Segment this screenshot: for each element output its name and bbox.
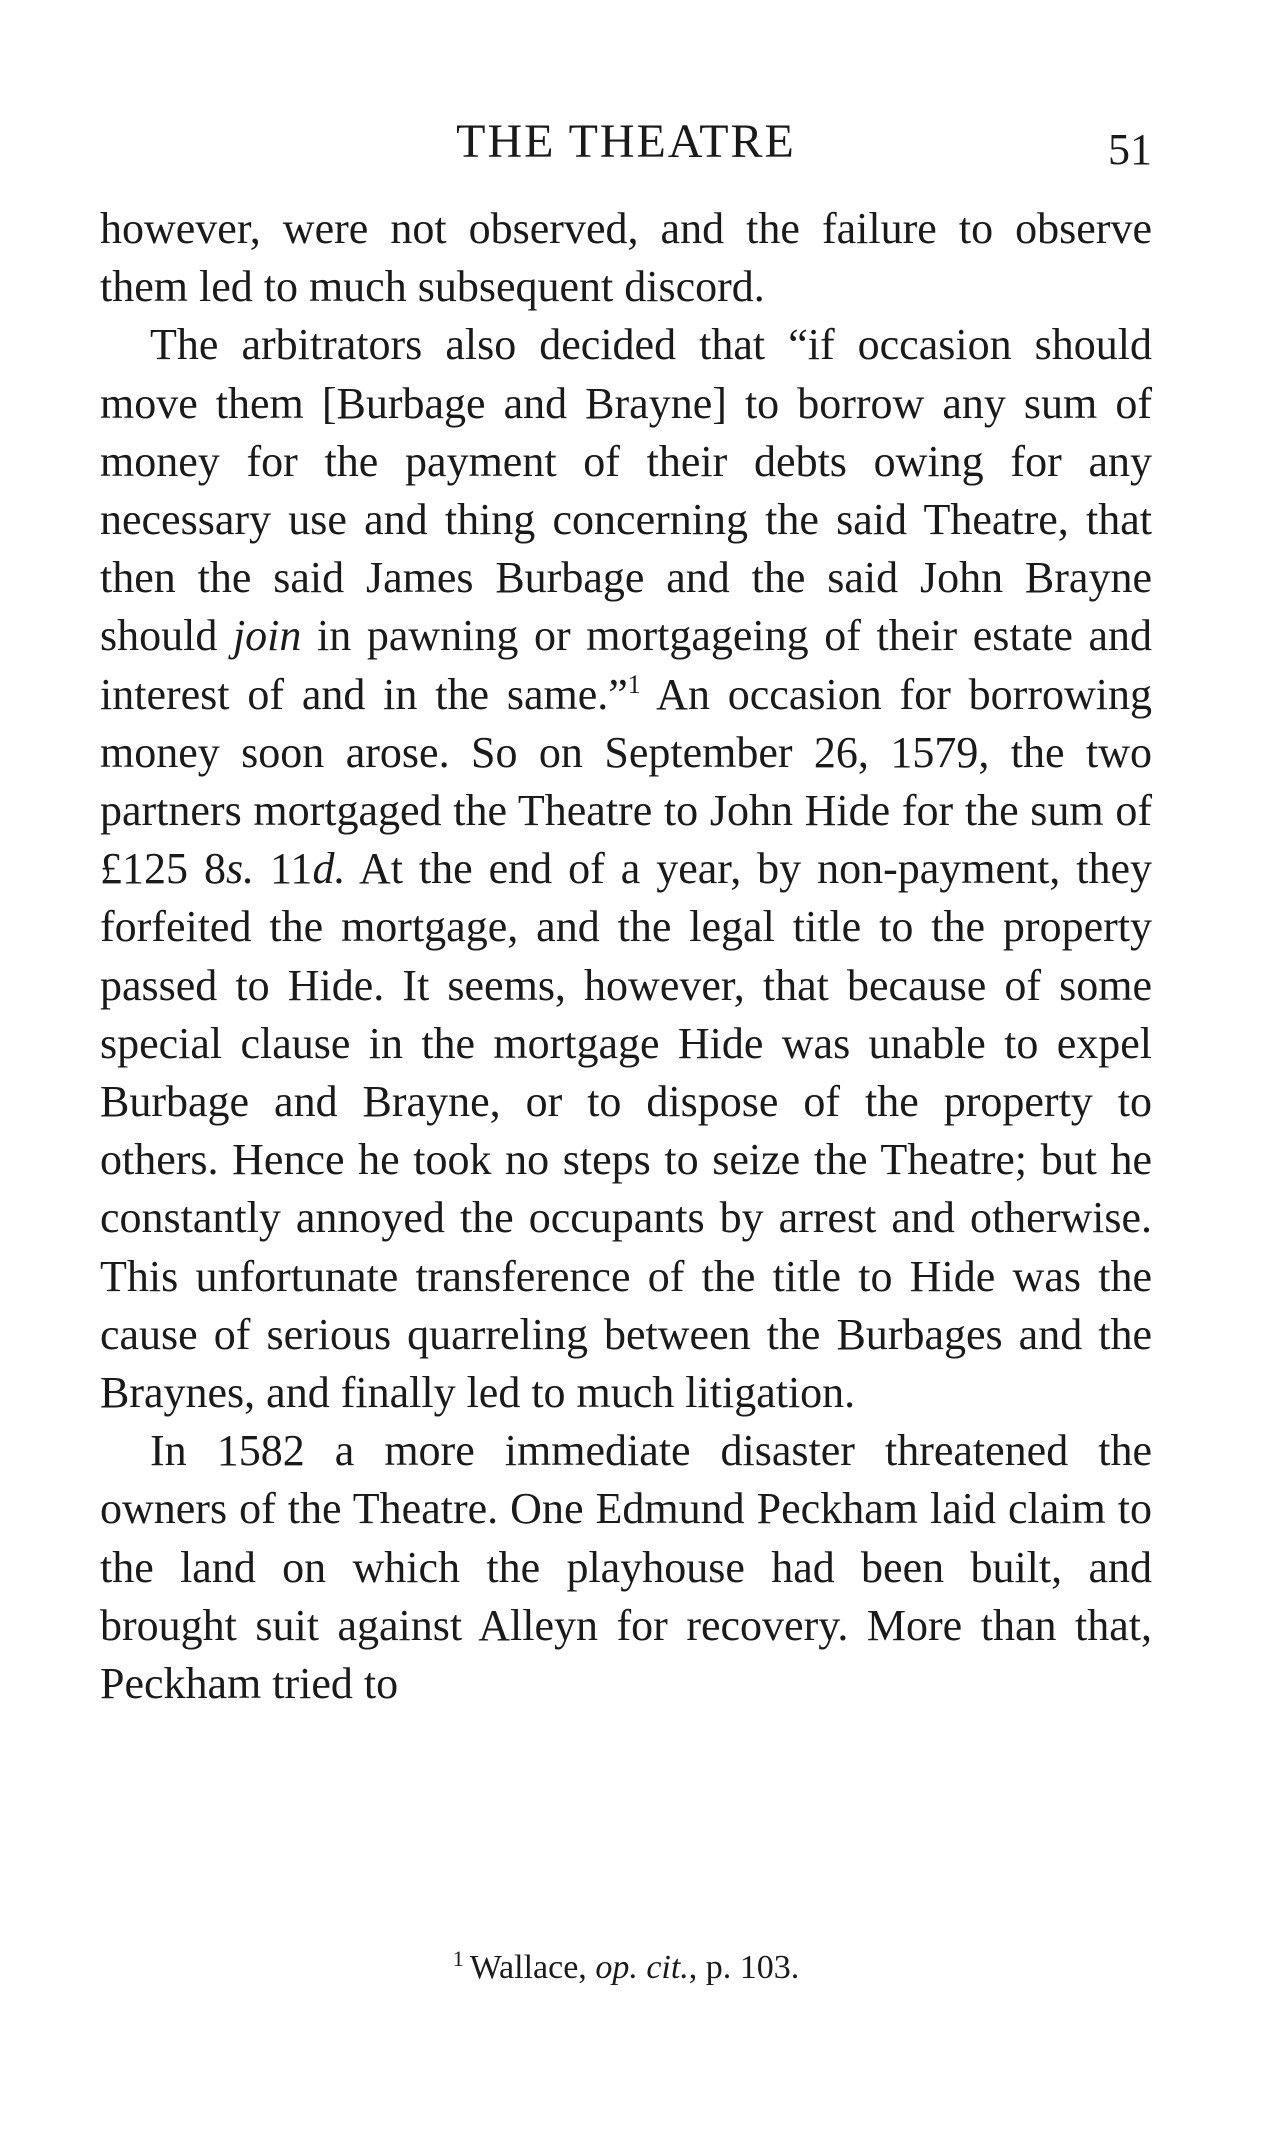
paragraph-2 <box>100 316 1152 1422</box>
footnote-author: Wallace, <box>469 1949 596 1986</box>
body-text <box>100 200 1152 1713</box>
footnote-mark: 1 <box>452 1946 464 1971</box>
footnote-emphasis: op. cit. <box>595 1949 689 1986</box>
footnote <box>100 1946 1152 1990</box>
paragraph-1 <box>100 200 1152 316</box>
paragraph-2-text-e: At the end of a year, by non-payment, they forfeited the mortgage, and the legal title to the property passed to Hide. It seems, however, that because of some special clause in the mortgage Hide was unable to expel Burbage and Brayne, or to dispose of the property to others. Hence he took no steps to seize the Theatre; but he constantly annoyed the occupants by arrest and otherwise. This unfortunate transference of the title to Hide was the cause of serious quarreling between the Burbages and the Braynes, and finally led to much litigation. <box>100 844 1153 1418</box>
paragraph-3 <box>100 1422 1152 1713</box>
emphasis-pence: d. <box>312 844 346 894</box>
paragraph-2-text-d: 11 <box>254 844 313 894</box>
footnote-reference[interactable]: 1 <box>627 669 641 699</box>
paragraph-2-text-a: The arbitrators also decided that “if occasion should move them [Burbage and Brayne] to borrow any sum of money for the payment of their debts owing for any necessary use and thing concerning the said Theatre, that then the said James Burbage and the said John Brayne should <box>100 320 1152 661</box>
footnote-rest: , p. 103. <box>688 1949 800 1986</box>
emphasis-join: join <box>232 611 302 661</box>
emphasis-shillings: s. <box>225 844 255 894</box>
paragraph-1-text: however, were not observed, and the failure to observe them led to much subsequent discord. <box>100 204 1152 312</box>
paragraph-2-text-c: An occasion for borrowing money soon arose. So on September 26, 1579, the two partners mortgaged the Theatre to John Hide for the sum of £125 8 <box>100 669 1152 894</box>
running-title: THE THEATRE <box>456 115 796 168</box>
page-number: 51 <box>1108 125 1152 174</box>
running-head <box>100 112 1152 172</box>
paragraph-3-text: In 1582 a more immediate disaster threatened the owners of the Theatre. One Edmund Peckham laid claim to the land on which the playhouse had been built, and brought suit against Alleyn for recovery. More than that, Peckham tried to <box>100 1426 1152 1709</box>
paragraph-2-text-b: in pawning or mortgageing of their estate and interest of and in the same.” <box>100 611 1152 719</box>
